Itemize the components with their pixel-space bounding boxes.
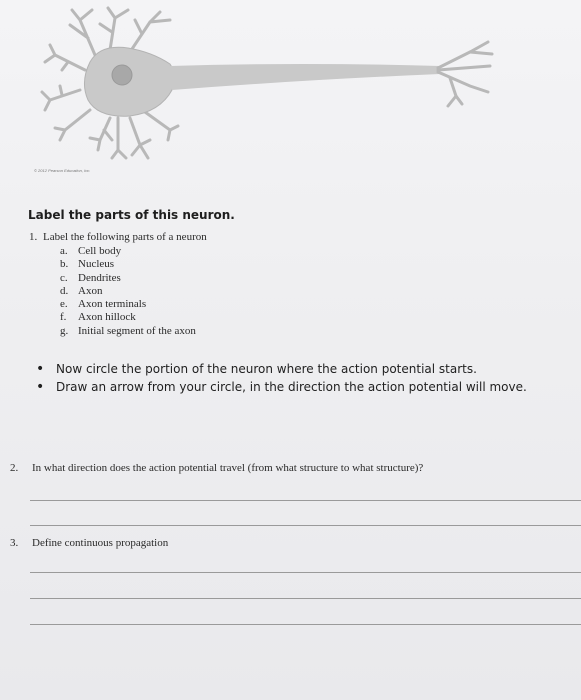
question-2-text: In what direction does the action potential travel (from what structure to what structure)? (32, 462, 424, 474)
parts-list (60, 245, 196, 338)
bullet-icon: • (36, 379, 45, 395)
item-letter: a. (60, 245, 68, 257)
axon-terminals (438, 42, 492, 106)
question-1-number: 1. (29, 231, 38, 243)
item-text: Nucleus (78, 258, 115, 271)
list-item (60, 298, 196, 311)
item-text: Dendrites (78, 271, 121, 284)
list-item (60, 285, 196, 298)
item-text: Cell body (78, 245, 122, 257)
figure-credit: © 2012 Pearson Education, Inc. (34, 168, 91, 173)
bullet-item (36, 360, 527, 378)
question-2 (10, 462, 423, 474)
item-letter: f. (60, 311, 67, 324)
item-letter: c. (60, 271, 68, 284)
question-2-number: 2. (10, 462, 19, 474)
section-heading: Label the parts of this neuron. (28, 208, 235, 222)
bullet-text: Draw an arrow from your circle, in the direction the action potential will move. (56, 380, 527, 394)
item-letter: g. (60, 324, 69, 337)
question-1 (29, 231, 207, 243)
question-3-number: 3. (10, 537, 19, 549)
question-3-text: Define continuous propagation (32, 537, 169, 549)
question-1-text: Label the following parts of a neuron (43, 231, 207, 243)
axon (170, 64, 440, 90)
item-text: Initial segment of the axon (78, 324, 196, 337)
list-item (60, 325, 196, 338)
answer-line[interactable] (30, 572, 581, 573)
item-letter: b. (60, 258, 69, 271)
question-3 (10, 537, 168, 549)
list-item (60, 272, 196, 285)
instruction-bullets (36, 360, 527, 396)
neuron-diagram (0, 0, 581, 190)
list-item (60, 311, 196, 324)
nucleus (112, 65, 132, 85)
answer-line[interactable] (30, 624, 581, 625)
item-letter: e. (60, 298, 68, 311)
item-text: Axon (78, 284, 103, 297)
bullet-text: Now circle the portion of the neuron where the action potential starts. (56, 362, 477, 376)
item-text: Axon hillock (78, 311, 136, 324)
item-text: Axon terminals (78, 298, 147, 311)
answer-line[interactable] (30, 598, 581, 599)
answer-line[interactable] (30, 525, 581, 526)
bullet-icon: • (36, 361, 45, 377)
list-item (60, 245, 196, 258)
item-letter: d. (60, 284, 69, 297)
answer-line[interactable] (30, 500, 581, 501)
bullet-item (36, 378, 527, 396)
list-item (60, 258, 196, 271)
